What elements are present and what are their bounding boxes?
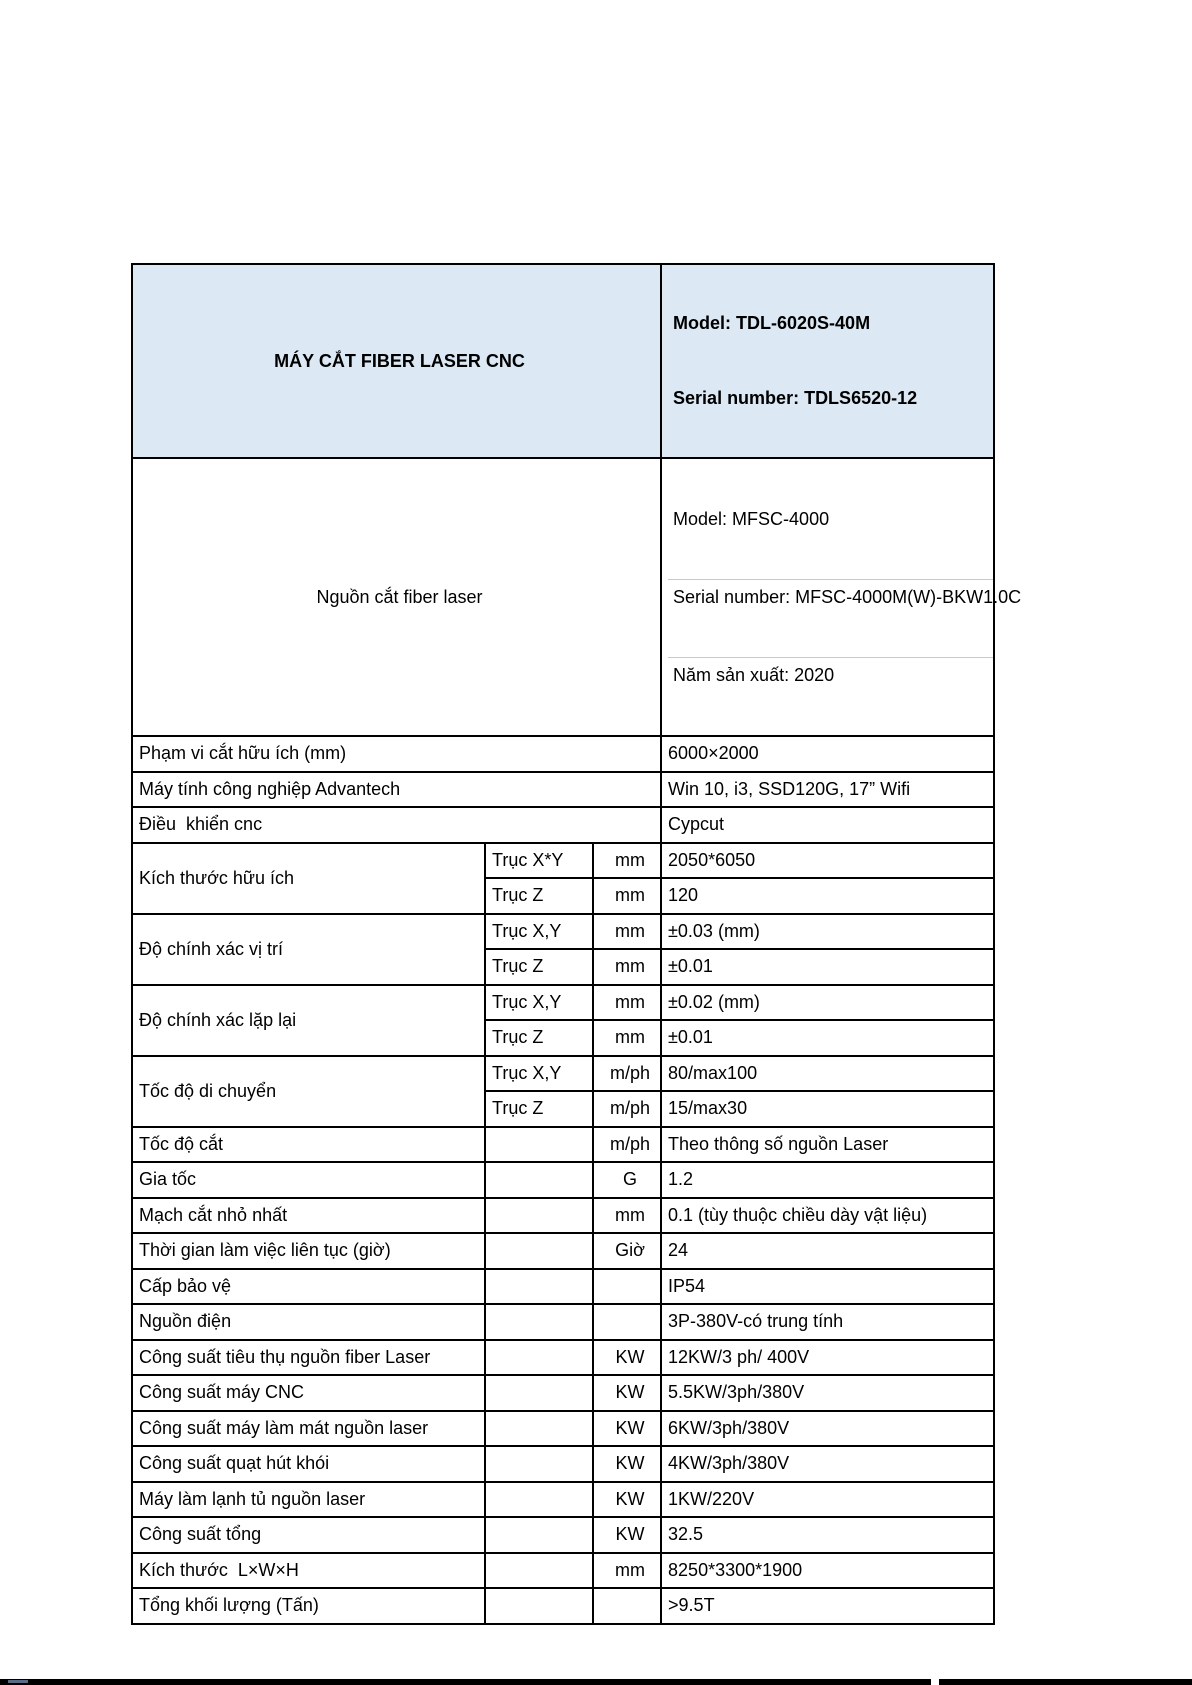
unit-label: KW xyxy=(593,1375,661,1411)
model-line: Model: TDL-6020S-40M xyxy=(673,313,871,333)
unit-label xyxy=(593,1269,661,1305)
row-value: 0.1 (tùy thuộc chiều dày vật liệu) xyxy=(661,1198,994,1234)
table-header-row xyxy=(132,264,994,458)
group-label: Độ chính xác vị trí xyxy=(132,914,485,985)
row-axis-empty xyxy=(485,1340,593,1376)
axis-label: Trục X,Y xyxy=(485,1056,593,1092)
row-value: Win 10, i3, SSD120G, 17” Wifi xyxy=(661,772,994,808)
bottom-border-line-left xyxy=(0,1679,931,1685)
row-value: Theo thông số nguồn Laser xyxy=(661,1127,994,1163)
row-value: ±0.01 xyxy=(661,1020,994,1056)
unit-label: mm xyxy=(593,985,661,1021)
row-label: Công suất tổng xyxy=(132,1517,485,1553)
row-axis-empty xyxy=(485,1588,593,1624)
row-label: Nguồn điện xyxy=(132,1304,485,1340)
table-row xyxy=(132,1411,994,1447)
row-label: Công suất quạt hút khói xyxy=(132,1446,485,1482)
row-value: 24 xyxy=(661,1233,994,1269)
row-axis-empty xyxy=(485,1269,593,1305)
row-label: Máy tính công nghiệp Advantech xyxy=(132,772,661,808)
row-axis-empty xyxy=(485,1411,593,1447)
unit-label: m/ph xyxy=(593,1091,661,1127)
row-axis-empty xyxy=(485,1162,593,1198)
axis-label: Trục Z xyxy=(485,1020,593,1056)
table-row xyxy=(132,772,994,808)
unit-label: KW xyxy=(593,1411,661,1447)
row-axis-empty xyxy=(485,1304,593,1340)
unit-label: KW xyxy=(593,1482,661,1518)
table-row xyxy=(132,1517,994,1553)
table-row-group xyxy=(132,843,994,879)
row-value: 6000×2000 xyxy=(661,736,994,772)
row-value: ±0.03 (mm) xyxy=(661,914,994,950)
axis-label: Trục Z xyxy=(485,878,593,914)
unit-label xyxy=(593,1304,661,1340)
row-axis-empty xyxy=(485,1482,593,1518)
row-value: ±0.01 xyxy=(661,949,994,985)
row-value: >9.5T xyxy=(661,1588,994,1624)
unit-label: mm xyxy=(593,1020,661,1056)
row-label: Mạch cắt nhỏ nhất xyxy=(132,1198,485,1234)
row-label: Công suất máy làm mát nguồn laser xyxy=(132,1411,485,1447)
scrollbar-artifact xyxy=(8,1680,28,1683)
row-axis-empty xyxy=(485,1553,593,1589)
row-value: 4KW/3ph/380V xyxy=(661,1446,994,1482)
unit-label: mm xyxy=(593,1553,661,1589)
unit-label: Giờ xyxy=(593,1233,661,1269)
table-row-group xyxy=(132,985,994,1021)
table-row xyxy=(132,1446,994,1482)
row-axis-empty xyxy=(485,1446,593,1482)
axis-label: Trục Z xyxy=(485,949,593,985)
unit-label: mm xyxy=(593,949,661,985)
row-value: 15/max30 xyxy=(661,1091,994,1127)
table-row xyxy=(132,1304,994,1340)
row-value: 6KW/3ph/380V xyxy=(661,1411,994,1447)
unit-label xyxy=(593,1588,661,1624)
table-row xyxy=(132,807,994,843)
table-row-group xyxy=(132,914,994,950)
table-row xyxy=(132,1162,994,1198)
table-row xyxy=(132,1127,994,1163)
row-value: Cypcut xyxy=(661,807,994,843)
row-label: Công suất máy CNC xyxy=(132,1375,485,1411)
row-label: Thời gian làm việc liên tục (giờ) xyxy=(132,1233,485,1269)
laser-source-row xyxy=(132,458,994,736)
unit-label: mm xyxy=(593,878,661,914)
axis-label: Trục X,Y xyxy=(485,985,593,1021)
row-label: Điều khiển cnc xyxy=(132,807,661,843)
unit-label: mm xyxy=(593,843,661,879)
serial-line: Serial number: TDLS6520-12 xyxy=(673,388,918,408)
table-row xyxy=(132,1340,994,1376)
bottom-border-line-right xyxy=(939,1679,1192,1685)
row-label: Máy làm lạnh tủ nguồn laser xyxy=(132,1482,485,1518)
table-row xyxy=(132,1588,994,1624)
axis-label: Trục X*Y xyxy=(485,843,593,879)
group-label: Độ chính xác lặp lại xyxy=(132,985,485,1056)
unit-label: m/ph xyxy=(593,1127,661,1163)
row-label: Cấp bảo vệ xyxy=(132,1269,485,1305)
unit-label: mm xyxy=(593,1198,661,1234)
row-value: 12KW/3 ph/ 400V xyxy=(661,1340,994,1376)
unit-label: KW xyxy=(593,1517,661,1553)
table-row xyxy=(132,1482,994,1518)
row-value: 32.5 xyxy=(661,1517,994,1553)
row-label: Gia tốc xyxy=(132,1162,485,1198)
group-label: Tốc độ di chuyển xyxy=(132,1056,485,1127)
laser-source-serial: Serial number: MFSC-4000M(W)-BKW1.0C xyxy=(668,579,993,615)
row-value: 1.2 xyxy=(661,1162,994,1198)
row-label: Công suất tiêu thụ nguồn fiber Laser xyxy=(132,1340,485,1376)
table-row xyxy=(132,1553,994,1589)
laser-source-year: Năm sản xuất: 2020 xyxy=(668,657,993,693)
row-label: Tổng khối lượng (Tấn) xyxy=(132,1588,485,1624)
row-value: 3P-380V-có trung tính xyxy=(661,1304,994,1340)
model-serial-cell xyxy=(661,264,994,458)
table-title: MÁY CẮT FIBER LASER CNC xyxy=(132,264,661,458)
table-row xyxy=(132,1375,994,1411)
row-axis-empty xyxy=(485,1233,593,1269)
row-label: Tốc độ cắt xyxy=(132,1127,485,1163)
row-axis-empty xyxy=(485,1198,593,1234)
axis-label: Trục X,Y xyxy=(485,914,593,950)
row-value: 2050*6050 xyxy=(661,843,994,879)
laser-source-label: Nguồn cắt fiber laser xyxy=(132,458,661,736)
row-value: IP54 xyxy=(661,1269,994,1305)
row-axis-empty xyxy=(485,1517,593,1553)
group-label: Kích thước hữu ích xyxy=(132,843,485,914)
row-value: 120 xyxy=(661,878,994,914)
row-value: 80/max100 xyxy=(661,1056,994,1092)
laser-source-model: Model: MFSC-4000 xyxy=(673,509,830,529)
row-value: 1KW/220V xyxy=(661,1482,994,1518)
table-row-group xyxy=(132,1056,994,1092)
spec-table xyxy=(131,263,1022,1625)
row-value: 8250*3300*1900 xyxy=(661,1553,994,1589)
row-label: Phạm vi cắt hữu ích (mm) xyxy=(132,736,661,772)
laser-source-details xyxy=(661,458,1022,736)
unit-label: m/ph xyxy=(593,1056,661,1092)
table-row xyxy=(132,1269,994,1305)
row-axis-empty xyxy=(485,1127,593,1163)
unit-label: mm xyxy=(593,914,661,950)
table-row xyxy=(132,736,994,772)
table-row xyxy=(132,1233,994,1269)
row-axis-empty xyxy=(485,1375,593,1411)
row-value: 5.5KW/3ph/380V xyxy=(661,1375,994,1411)
unit-label: KW xyxy=(593,1446,661,1482)
row-value: ±0.02 (mm) xyxy=(661,985,994,1021)
unit-label: G xyxy=(593,1162,661,1198)
row-label: Kích thước L×W×H xyxy=(132,1553,485,1589)
table-row xyxy=(132,1198,994,1234)
axis-label: Trục Z xyxy=(485,1091,593,1127)
unit-label: KW xyxy=(593,1340,661,1376)
